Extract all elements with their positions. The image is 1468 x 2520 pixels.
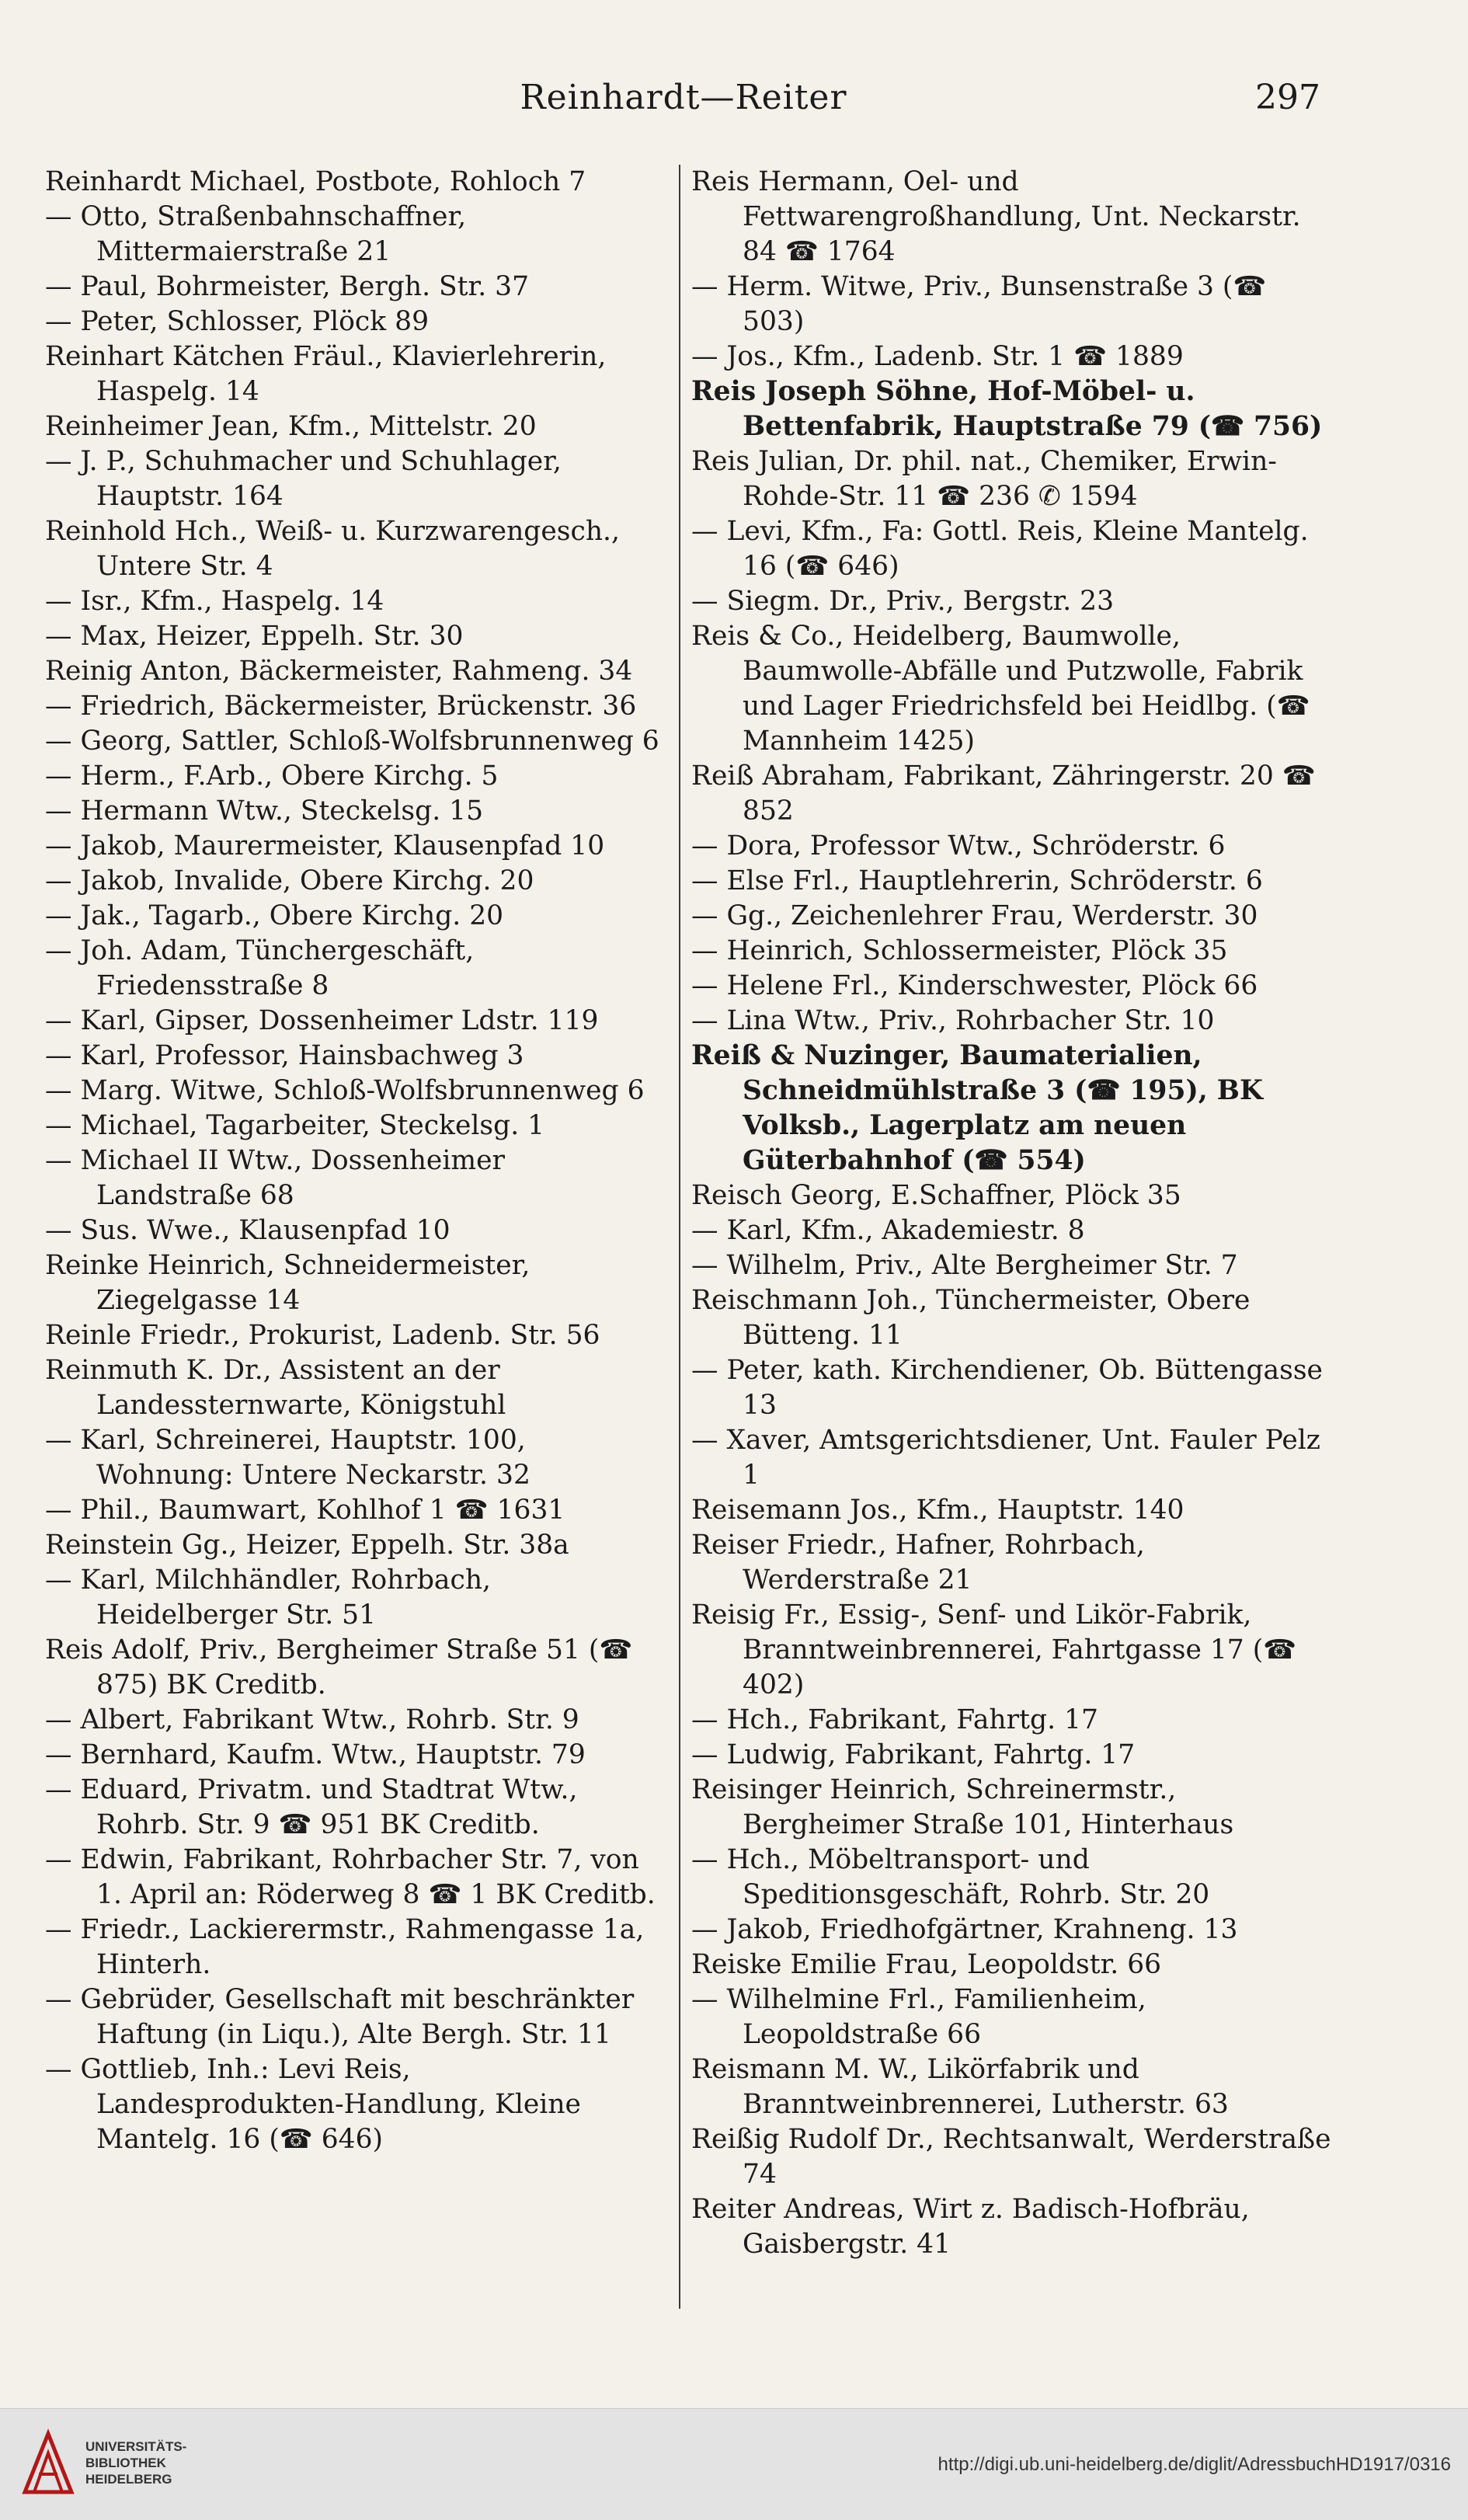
directory-entry: — Jakob, Maurermeister, Klausenpfad 10 <box>45 830 605 861</box>
directory-entry: — Jos., Kfm., Ladenb. Str. 1 ☎ 1889 <box>691 341 1184 372</box>
directory-entry: — Max, Heizer, Eppelh. Str. 30 <box>45 621 464 652</box>
directory-entry: — Peter, Schlosser, Plöck 89 <box>45 306 430 337</box>
directory-entry: Reinke Heinrich, Schneidermeister, Ziegelgasse 14 <box>45 1250 530 1316</box>
directory-entry: — Michael II Wtw., Dossenheimer Landstraße 68 <box>45 1145 506 1211</box>
directory-entry: Reiske Emilie Frau, Leopoldstr. 66 <box>691 1949 1162 1980</box>
directory-entry: — Hermann Wtw., Steckelsg. 15 <box>45 795 484 827</box>
directory-entry: Reisch Georg, E.Schaffner, Plöck 35 <box>691 1180 1181 1211</box>
directory-entry: Reiß Abraham, Fabrikant, Zähringerstr. 20 ☎ 852 <box>691 761 1316 827</box>
directory-entry: — Dora, Professor Wtw., Schröderstr. 6 <box>691 830 1226 861</box>
library-name-line: BIBLIOTHEK <box>85 2456 166 2470</box>
directory-entry: — Friedr., Lackierermstr., Rahmengasse 1a, Hinterh. <box>45 1914 645 1980</box>
directory-entry: Reis & Co., Heidelberg, Baumwolle, Baumwolle-Abfälle und Putzwolle, Fabrik und Lager Friedrichsfeld bei Heidlbg. (☎ Mannheim 1425) <box>691 621 1310 757</box>
column-divider <box>679 165 680 2309</box>
directory-entry: — Phil., Baumwart, Kohlhof 1 ☎ 1631 <box>45 1495 565 1526</box>
directory-entry: — Siegm. Dr., Priv., Bergstr. 23 <box>691 586 1115 617</box>
directory-entry: — Hch., Möbeltransport- und Speditionsgeschäft, Rohrb. Str. 20 <box>691 1844 1210 1910</box>
directory-entry: — Georg, Sattler, Schloß-Wolfsbrunnenweg 6 <box>45 726 659 757</box>
directory-entry: — Marg. Witwe, Schloß-Wolfsbrunnenweg 6 <box>45 1075 645 1106</box>
directory-entry: — Gg., Zeichenlehrer Frau, Werderstr. 30 <box>691 900 1258 931</box>
directory-entry: Reisinger Heinrich, Schreinermstr., Bergheimer Straße 101, Hinterhaus <box>691 1774 1234 1840</box>
library-logo-icon <box>17 2426 79 2500</box>
library-name <box>85 2438 186 2487</box>
directory-entry: Reißig Rudolf Dr., Rechtsanwalt, Werderstraße 74 <box>691 2124 1331 2190</box>
directory-entry: — Xaver, Amtsgerichtsdiener, Unt. Fauler Pelz 1 <box>691 1425 1320 1491</box>
directory-entry: — Karl, Schreinerei, Hauptstr. 100, Wohnung: Untere Neckarstr. 32 <box>45 1425 530 1491</box>
directory-entry: Reisig Fr., Essig-, Senf- und Likör-Fabrik, Branntweinbrennerei, Fahrtgasse 17 (☎ 402) <box>691 1599 1297 1700</box>
directory-entry: Reiser Friedr., Hafner, Rohrbach, Werderstraße 21 <box>691 1530 1145 1596</box>
directory-entry: — Karl, Kfm., Akademiestr. 8 <box>691 1215 1085 1246</box>
directory-entry: — Paul, Bohrmeister, Bergh. Str. 37 <box>45 271 530 302</box>
directory-entry: Reis Joseph Söhne, Hof-Möbel- u. Bettenfabrik, Hauptstraße 79 (☎ 756) <box>691 376 1323 442</box>
directory-entry: Reis Julian, Dr. phil. nat., Chemiker, Erwin-Rohde-Str. 11 ☎ 236 ✆ 1594 <box>691 446 1277 512</box>
library-name-line: UNIVERSITÄTS- <box>85 2439 187 2454</box>
directory-entry: — Michael, Tagarbeiter, Steckelsg. 1 <box>45 1110 545 1141</box>
directory-entry: — Peter, kath. Kirchendiener, Ob. Büttengasse 13 <box>691 1355 1323 1421</box>
directory-entry: — Lina Wtw., Priv., Rohrbacher Str. 10 <box>691 1005 1215 1036</box>
right-column <box>691 165 1336 2309</box>
directory-entry: — Edwin, Fabrikant, Rohrbacher Str. 7, von 1. April an: Röderweg 8 ☎ 1 BK Creditb. <box>45 1844 656 1910</box>
directory-entry: — J. P., Schuhmacher und Schuhlager, Hauptstr. 164 <box>45 446 562 512</box>
directory-entry: — Else Frl., Hauptlehrerin, Schröderstr. 6 <box>691 865 1263 896</box>
directory-entry: Reinhart Kätchen Fräul., Klavierlehrerin, Haspelg. 14 <box>45 341 607 407</box>
directory-entry: Reinstein Gg., Heizer, Eppelh. Str. 38a <box>45 1530 569 1561</box>
directory-entry: — Hch., Fabrikant, Fahrtg. 17 <box>691 1704 1098 1735</box>
directory-entry: — Karl, Milchhändler, Rohrbach, Heidelberger Str. 51 <box>45 1565 492 1631</box>
directory-entry: — Albert, Fabrikant Wtw., Rohrb. Str. 9 <box>45 1704 579 1735</box>
directory-entry: — Jakob, Friedhofgärtner, Krahneng. 13 <box>691 1914 1238 1945</box>
directory-entry: — Herm., F.Arb., Obere Kirchg. 5 <box>45 761 499 792</box>
directory-entry: — Isr., Kfm., Haspelg. 14 <box>45 586 384 617</box>
directory-entry: — Heinrich, Schlossermeister, Plöck 35 <box>691 935 1228 966</box>
directory-entry: — Wilhelm, Priv., Alte Bergheimer Str. 7 <box>691 1250 1238 1281</box>
directory-entry: — Helene Frl., Kinderschwester, Plöck 66 <box>691 970 1258 1001</box>
page-header <box>47 78 1320 132</box>
directory-entry: Reinheimer Jean, Kfm., Mittelstr. 20 <box>45 411 537 442</box>
directory-entry: Reismann M. W., Likörfabrik und Branntweinbrennerei, Lutherstr. 63 <box>691 2054 1229 2120</box>
directory-entry: — Ludwig, Fabrikant, Fahrtg. 17 <box>691 1739 1136 1770</box>
directory-entry: Reinle Friedr., Prokurist, Ladenb. Str. 56 <box>45 1320 600 1351</box>
directory-entry: Reinmuth K. Dr., Assistent an der Landessternwarte, Königstuhl <box>45 1355 506 1421</box>
source-url[interactable]: http://digi.ub.uni-heidelberg.de/diglit/AdressbuchHD1917/0316 <box>938 2454 1451 2475</box>
page-number: 297 <box>1255 78 1320 117</box>
directory-entry: Reis Adolf, Priv., Bergheimer Straße 51 (☎ 875) BK Creditb. <box>45 1634 633 1700</box>
directory-entry: — Jak., Tagarb., Obere Kirchg. 20 <box>45 900 504 931</box>
directory-entry: Reis Hermann, Oel- und Fettwarengroßhandlung, Unt. Neckarstr. 84 ☎ 1764 <box>691 166 1301 267</box>
running-head: Reinhardt—Reiter <box>520 78 847 117</box>
directory-entry: Reinhardt Michael, Postbote, Rohloch 7 <box>45 166 586 197</box>
directory-entry: Reiter Andreas, Wirt z. Badisch-Hofbräu, Gaisbergstr. 41 <box>691 2194 1250 2260</box>
directory-entry: Reinig Anton, Bäckermeister, Rahmeng. 34 <box>45 656 633 687</box>
directory-entry: Reiß & Nuzinger, Baumaterialien, Schneidmühlstraße 3 (☎ 195), BK Volksb., Lagerplatz am neuen Güterbahnhof (☎ 554) <box>691 1040 1263 1176</box>
footer-bar <box>0 2408 1468 2520</box>
directory-entry: — Wilhelmine Frl., Familienheim, Leopoldstraße 66 <box>691 1984 1146 2050</box>
directory-entry: — Sus. Wwe., Klausenpfad 10 <box>45 1215 450 1246</box>
directory-entry: — Bernhard, Kaufm. Wtw., Hauptstr. 79 <box>45 1739 586 1770</box>
directory-entry: — Karl, Professor, Hainsbachweg 3 <box>45 1040 524 1071</box>
left-column <box>45 165 666 2309</box>
directory-entry: — Joh. Adam, Tünchergeschäft, Friedensstraße 8 <box>45 935 475 1001</box>
directory-entry: — Herm. Witwe, Priv., Bunsenstraße 3 (☎ 503) <box>691 271 1267 337</box>
directory-entry: — Karl, Gipser, Dossenheimer Ldstr. 119 <box>45 1005 599 1036</box>
directory-entry: — Eduard, Privatm. und Stadtrat Wtw., Rohrb. Str. 9 ☎ 951 BK Creditb. <box>45 1774 578 1840</box>
directory-entry: Reinhold Hch., Weiß- u. Kurzwarengesch., Untere Str. 4 <box>45 516 620 582</box>
directory-entry: Reisemann Jos., Kfm., Hauptstr. 140 <box>691 1495 1184 1526</box>
directory-entry: — Gottlieb, Inh.: Levi Reis, Landesprodukten-Handlung, Kleine Mantelg. 16 (☎ 646) <box>45 2054 581 2155</box>
directory-entry: — Friedrich, Bäckermeister, Brückenstr. 36 <box>45 691 637 722</box>
directory-entry: — Levi, Kfm., Fa: Gottl. Reis, Kleine Mantelg. 16 (☎ 646) <box>691 516 1309 582</box>
directory-entry: Reischmann Joh., Tünchermeister, Obere Bütteng. 11 <box>691 1285 1251 1351</box>
directory-entry: — Jakob, Invalide, Obere Kirchg. 20 <box>45 865 534 896</box>
directory-entry: — Gebrüder, Gesellschaft mit beschränkter Haftung (in Liqu.), Alte Bergh. Str. 11 <box>45 1984 635 2050</box>
directory-entry: — Otto, Straßenbahnschaffner, Mittermaierstraße 21 <box>45 201 467 267</box>
library-name-line: HEIDELBERG <box>85 2472 172 2487</box>
